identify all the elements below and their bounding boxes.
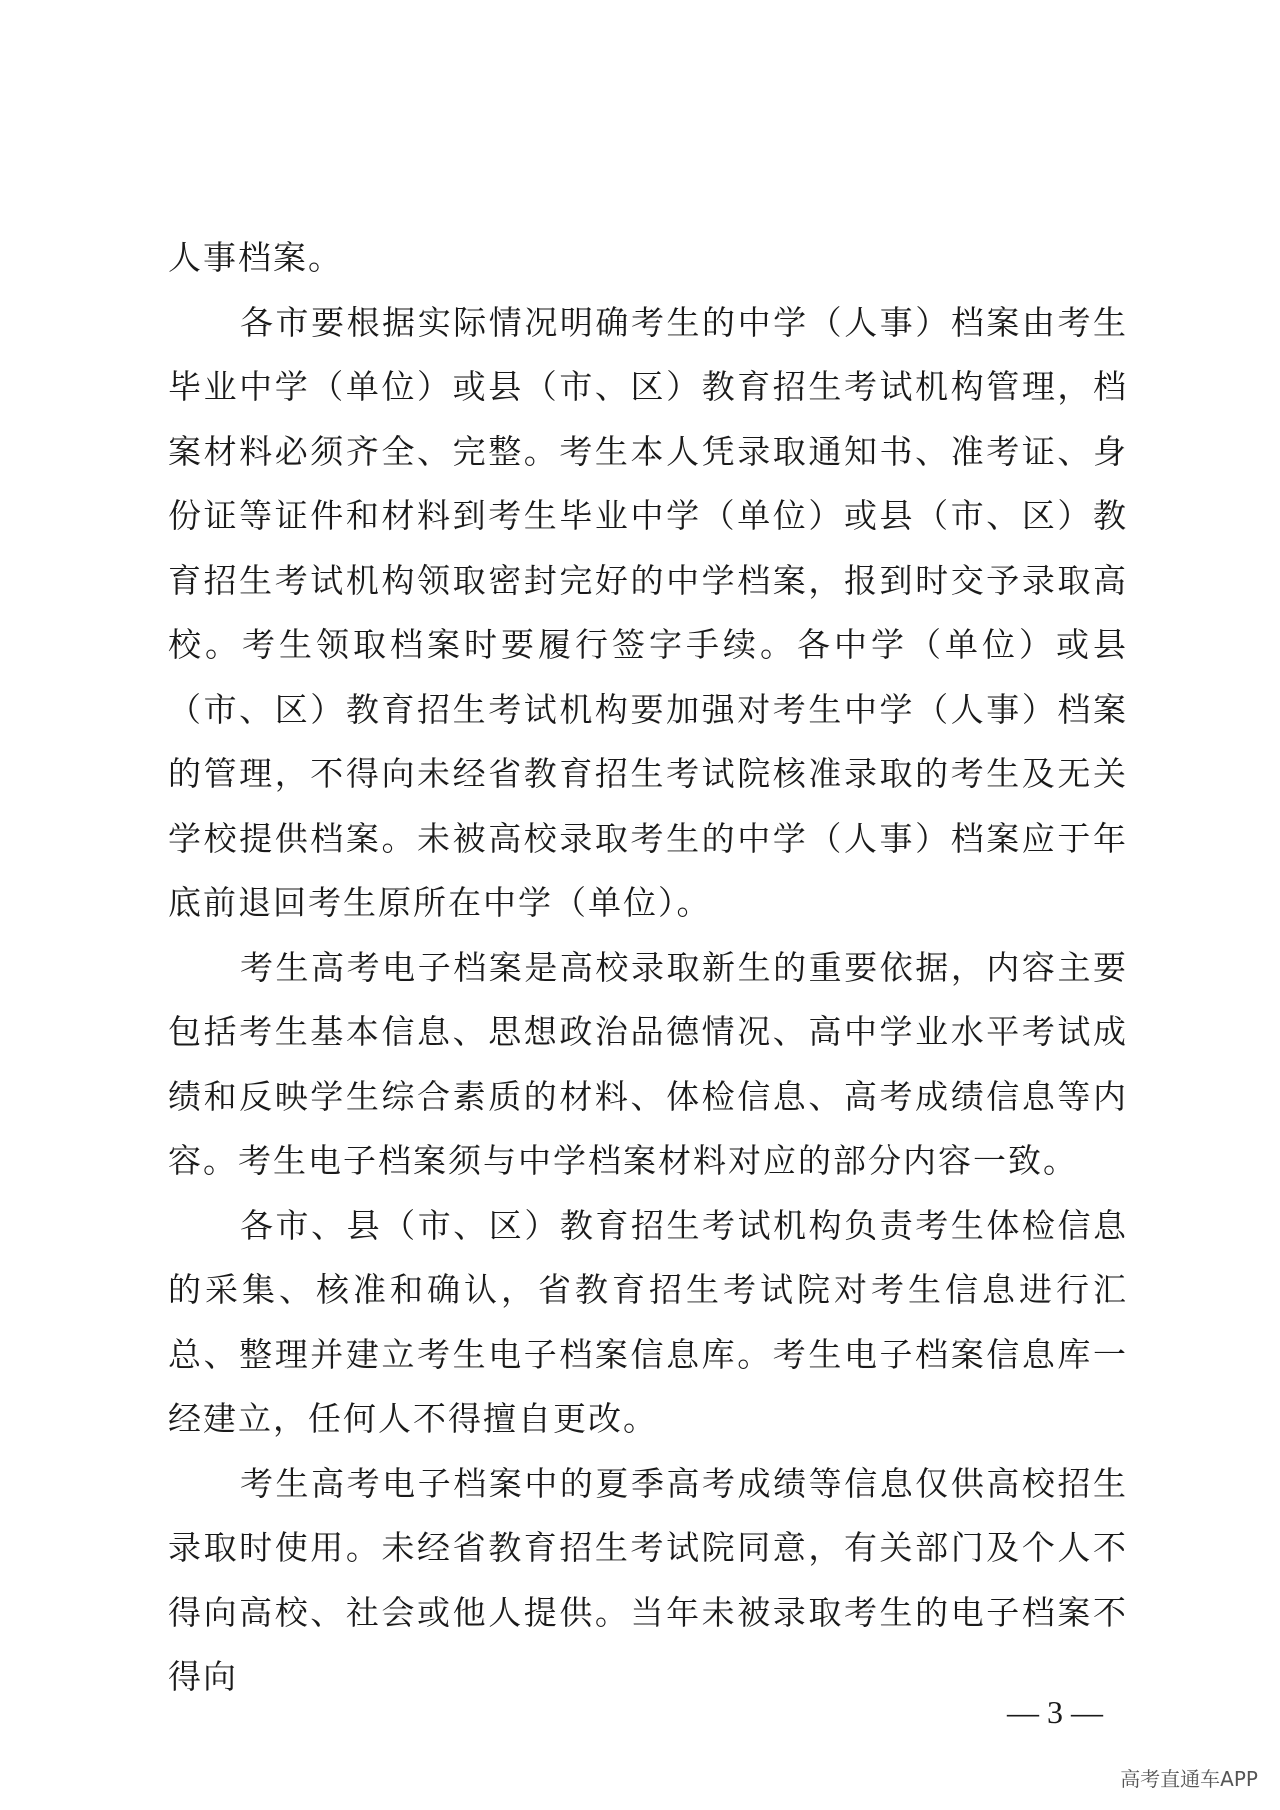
paragraph-4: 各市、县（市、区）教育招生考试机构负责考生体检信息的采集、核准和确认，省教育招生考试院对考生信息进行汇总、整理并建立考生电子档案信息库。考生电子档案信息库一经建立，任何人不得擅自更改。 <box>168 1205 1128 1438</box>
paragraph-3: 考生高考电子档案是高校录取新生的重要依据，内容主要包括考生基本信息、思想政治品德情况、高中学业水平考试成绩和反映学生综合素质的材料、体检信息、高考成绩信息等内容。考生电子档案须与中学档案材料对应的部分内容一致。 <box>168 947 1128 1180</box>
app-watermark: 高考直通车APP <box>1120 1767 1258 1791</box>
document-body <box>168 226 1128 1710</box>
paragraph-5: 考生高考电子档案中的夏季高考成绩等信息仅供高校招生录取时使用。未经省教育招生考试院同意，有关部门及个人不得向高校、社会或他人提供。当年未被录取考生的电子档案不得向 <box>168 1463 1128 1696</box>
page-number: — 3 — <box>1007 1694 1103 1730</box>
paragraph-2: 各市要根据实际情况明确考生的中学（人事）档案由考生毕业中学（单位）或县（市、区）教育招生考试机构管理，档案材料必须齐全、完整。考生本人凭录取通知书、准考证、身份证等证件和材料到考生毕业中学（单位）或县（市、区）教育招生考试机构领取密封完好的中学档案，报到时交予录取高校。考生领取档案时要履行签字手续。各中学（单位）或县（市、区）教育招生考试机构要加强对考生中学（人事）档案的管理，不得向未经省教育招生考试院核准录取的考生及无关学校提供档案。未被高校录取考生的中学（人事）档案应于年底前退回考生原所在中学（单位）。 <box>168 302 1128 922</box>
paragraph-1: 人事档案。 <box>168 238 343 277</box>
